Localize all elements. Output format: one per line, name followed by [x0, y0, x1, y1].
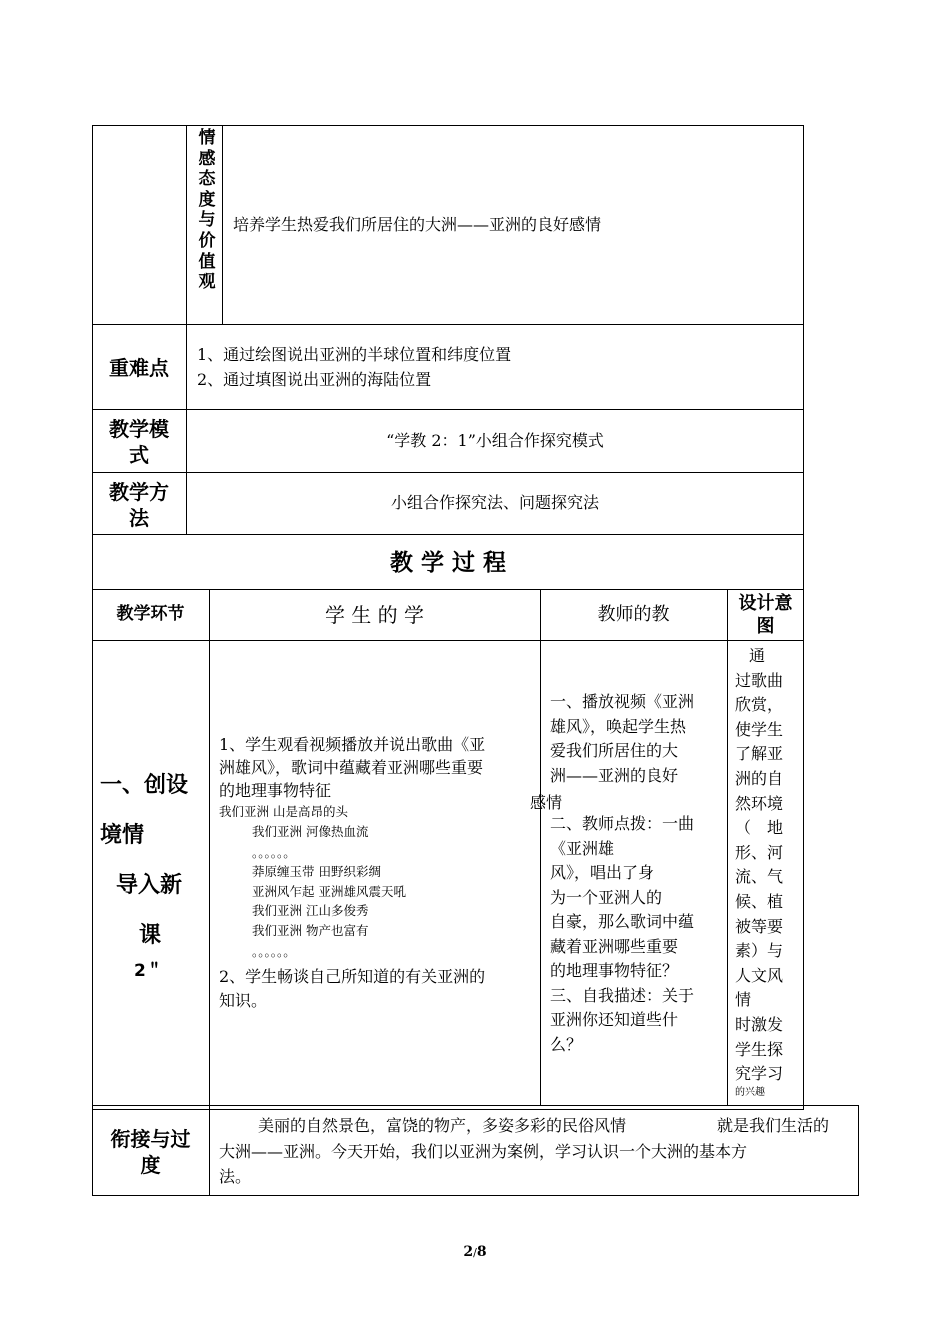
stage-line3: 导入新 [116, 873, 183, 898]
design-content: 通 过歌曲 欣赏， 使学生 了解亚 洲的自 然环境 （ 地 形、河 流、气 候、植 被等要 素）与 人文风 情 时激发 学生探 究学习 的兴趣 [735, 646, 784, 1098]
lyric-line: 我们亚洲 河像热血流 [252, 824, 369, 839]
rule-row3 [92, 472, 804, 473]
rule-col-design [727, 589, 728, 1106]
header-design-1: 设计意 [738, 593, 793, 614]
student-p1-line2: 洲雄风》，歌词中蕴藏着亚洲哪些重要 [219, 758, 484, 777]
lyric-line: 。。。。。。 [252, 944, 296, 959]
student-p2-line2: 知识。 [219, 991, 268, 1010]
transition-label-1: 衔接与过 [110, 1127, 191, 1151]
header-stage: 教学环节 [116, 604, 185, 624]
lyric-line: 我们亚洲 山是高昂的头 [219, 804, 348, 819]
stage-line2: 境情 [100, 823, 145, 848]
process-title: 教 学 过 程 [389, 550, 507, 576]
transition-line2: 大洲——亚洲。今天开始，我们以亚洲为案例，学习认识一个大洲的基本方 [219, 1142, 748, 1161]
transition-line1-tail: 就是我们生活的 [717, 1116, 830, 1135]
transition-label-2: 度 [140, 1153, 161, 1177]
lyric-line: 我们亚洲 江山多俊秀 [252, 903, 369, 918]
keypoint-2: 2、通过填图说出亚洲的海陆位置 [197, 370, 432, 389]
student-p1-line3: 的地理事物特征 [219, 781, 332, 800]
header-student: 学 生 的 学 [324, 603, 425, 627]
teacher-overflow: 感情 [530, 793, 563, 812]
rule-row4 [92, 534, 804, 535]
mode-content: “学教 2：1”小组合作探究模式 [386, 431, 604, 450]
teacher-content: 一、播放视频《亚洲 雄风》，唤起学生热 爱我们所居住的大 洲——亚洲的良好 二、教师点拨：一曲 《亚洲雄 风》，唱出了身 为一个亚洲人的 自豪，那么歌词中蕴 藏着亚洲哪些重要 的地理事物特征？ 三、自我描述：关于 亚洲你还知道些什 么？ [550, 692, 695, 1054]
transition-line3: 法。 [219, 1167, 252, 1186]
rule-col-vert [222, 125, 223, 324]
lyric-line: 我们亚洲 物产也富有 [252, 923, 369, 938]
header-teacher: 教师的教 [597, 604, 670, 625]
lyric-line: 莽原缠玉带 田野织彩绸 [252, 864, 381, 879]
emotion-content: 培养学生热爱我们所居住的大洲——亚洲的良好感情 [233, 215, 602, 234]
rule-col-teacher [540, 589, 541, 1106]
rule-row6 [92, 640, 804, 641]
student-p1-line1: 1、学生观看视频播放并说出歌曲《亚 [219, 735, 486, 754]
mode-label-2: 式 [129, 443, 149, 467]
stage-line1: 一、创设 [100, 773, 189, 798]
method-label-2: 法 [129, 506, 149, 530]
lyric-line: 亚洲风乍起 亚洲雄风震天吼 [252, 884, 406, 899]
stage-line4: 课 [139, 923, 162, 948]
keypoint-1: 1、通过绘图说出亚洲的半球位置和纬度位置 [197, 345, 512, 364]
header-design-2: 图 [756, 616, 775, 637]
rule-row2 [92, 409, 804, 410]
keypoints-label: 重难点 [109, 356, 169, 380]
method-label-1: 教学方 [109, 480, 169, 504]
rule-col-label [186, 125, 187, 534]
emotion-label: 情 感 态 度 与 价 值 观 [198, 128, 216, 293]
rule-row1 [92, 324, 804, 325]
rule-col-stage [209, 589, 210, 1110]
page-number: 2/8 [463, 1244, 487, 1260]
rule-row5 [92, 589, 804, 590]
method-content: 小组合作探究法、问题探究法 [390, 493, 599, 512]
lyric-line: 。。。。。。 [252, 845, 296, 860]
rule-col-transition [209, 1105, 210, 1196]
transition-line1: 美丽的自然景色，富饶的物产，多姿多彩的民俗风情 [258, 1116, 627, 1135]
mode-label-1: 教学模 [109, 417, 169, 441]
student-p2-line1: 2、学生畅谈自己所知道的有关亚洲的 [219, 967, 486, 986]
stage-time: 2＂ [134, 961, 163, 981]
